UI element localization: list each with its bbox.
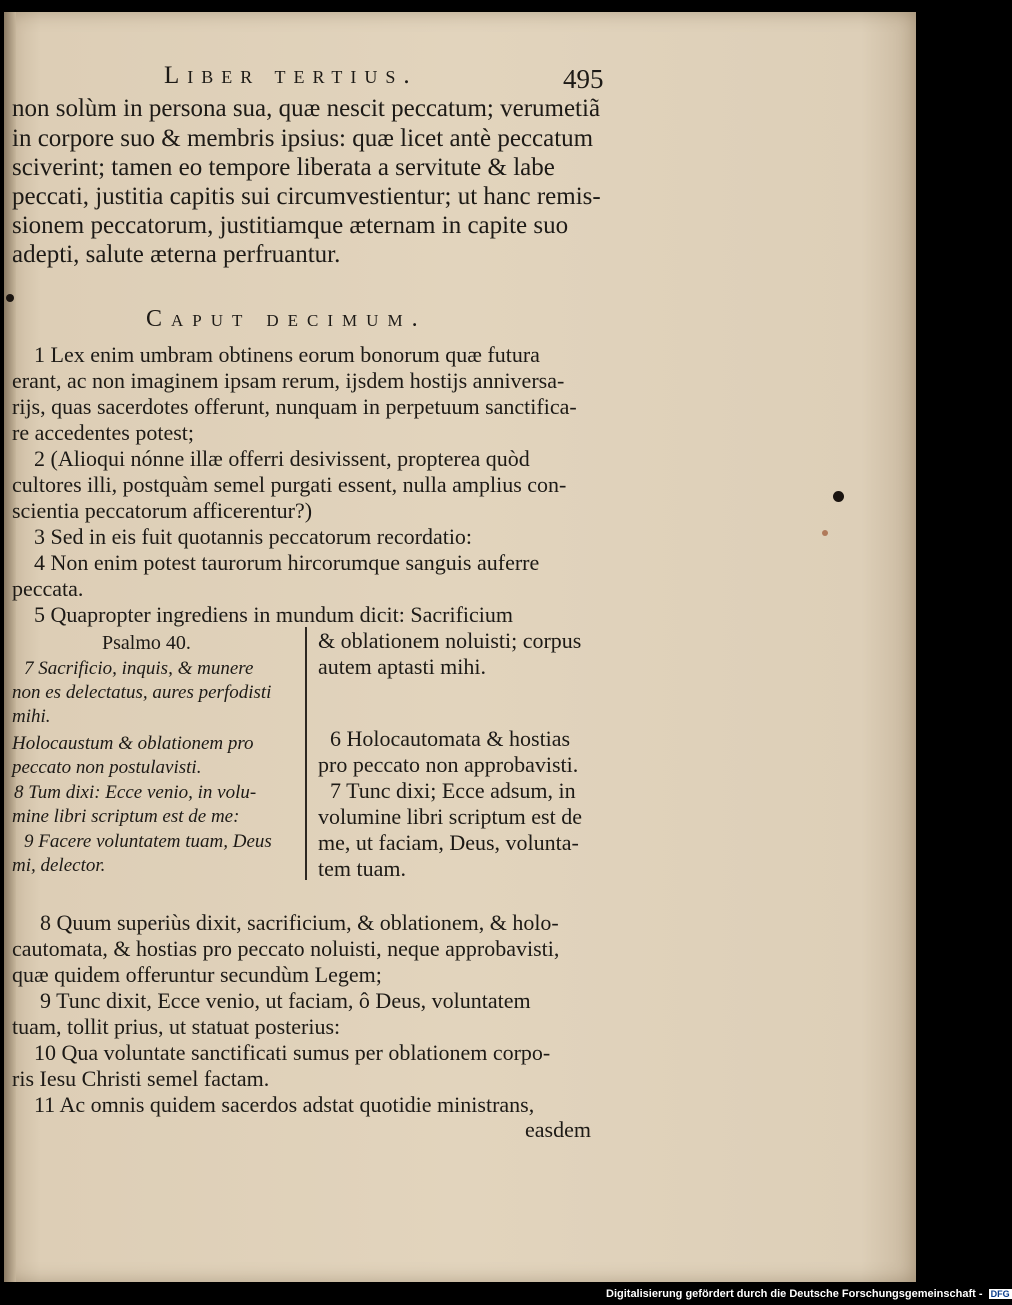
intro-line: sciverint; tamen eo tempore liberata a servitute & labe [12,154,555,181]
page-number: 495 [563,64,604,94]
chapter-heading: Caput decimum. [146,306,427,332]
intro-line: peccati, justitia capitis sui circumvestientur; ut hanc remis- [12,183,601,210]
verse-line: 8 Quum superiùs dixit, sacrificium, & oblationem, & holo- [40,910,559,935]
verse-line: 1 Lex enim umbram obtinens eorum bonorum quæ futura [34,342,540,367]
verse-line: ris Iesu Christi semel factam. [12,1066,270,1091]
credit-text: Digitalisierung gefördert durch die Deutsche Forschungsgemeinschaft - [606,1288,983,1300]
right-column-line: volumine libri scriptum est de [318,804,582,829]
verse-line: 3 Sed in eis fuit quotannis peccatorum recordatio: [34,524,473,549]
left-column-line: 8 Tum dixi: Ecce venio, in volu- [14,782,257,803]
verse-line: quæ quidem offeruntur secundùm Legem; [12,962,382,987]
book-page [4,12,916,1282]
left-column-line: mine libri scriptum est de me: [12,806,240,827]
verse-line: rijs, quas sacerdotes offerunt, nunquam in perpetuum sanctifica- [12,394,577,419]
digitization-credit [606,1288,1012,1300]
right-column-line: 6 Holocautomata & hostias [330,726,571,751]
left-column-line: 9 Facere voluntatem tuam, Deus [24,831,272,852]
left-column-line: mi, delector. [12,855,106,876]
left-column-line: mihi. [12,706,51,727]
verse-line: scientia peccatorum afficerentur?) [12,498,313,523]
left-column-line: Holocaustum & oblationem pro [12,733,254,754]
verse-line: 11 Ac omnis quidem sacerdos adstat quotidie ministrans, [34,1092,535,1117]
verse-line: 10 Qua voluntate sanctificati sumus per oblationem corpo- [34,1040,551,1065]
right-column-line: me, ut faciam, Deus, volunta- [318,830,579,855]
intro-line: in corpore suo & membris ipsius: quæ licet antè peccatum [12,125,594,152]
ink-spot [6,294,14,302]
left-column-line: 7 Sacrificio, inquis, & munere [24,658,254,679]
verse-line: cultores illi, postquàm semel purgati essent, nulla amplius con- [12,472,567,497]
intro-line: sionem peccatorum, justitiamque æternam in capite suo [12,212,569,239]
verse-line: tuam, tollit prius, ut statuat posterius: [12,1014,341,1039]
verse-line: cautomata, & hostias pro peccato noluisti, neque approbavisti, [12,936,560,961]
running-title: Liber tertius. [164,62,418,89]
intro-line: non solùm in persona sua, quæ nescit peccatum; verumetiã [12,95,601,122]
left-column-line: non es delectatus, aures perfodisti [12,682,272,703]
right-column-line: 7 Tunc dixi; Ecce adsum, in [330,778,576,803]
verse-line: 5 Quapropter ingrediens in mundum dicit: Sacrificium [34,602,514,627]
right-column-line: autem aptasti mihi. [318,654,487,679]
ink-spot [822,530,828,536]
verse-line: 4 Non enim potest taurorum hircorumque sanguis auferre [34,550,540,575]
verse-line: 2 (Alioqui nónne illæ offerri desivissent, propterea quòd [34,446,530,471]
verse-line: 9 Tunc dixit, Ecce venio, ut faciam, ô Deus, voluntatem [40,988,531,1013]
right-column-line: pro peccato non approbavisti. [318,752,579,777]
ink-spot [833,491,844,502]
catchword: easdem [525,1117,591,1142]
verse-line: re accedentes potest; [12,420,195,445]
intro-line: adepti, salute æterna perfruantur. [12,241,341,268]
dfg-logo: DFG [990,1289,1010,1300]
verse-line: erant, ac non imaginem ipsam rerum, ijsdem hostijs anniversa- [12,368,565,393]
left-column-line: peccato non postulavisti. [12,757,202,778]
right-column-line: & oblationem noluisti; corpus [318,628,582,653]
psalm-reference: Psalmo 40. [102,632,191,654]
verse-line: peccata. [12,576,84,601]
column-divider [305,627,307,880]
right-column-line: tem tuam. [318,856,406,881]
